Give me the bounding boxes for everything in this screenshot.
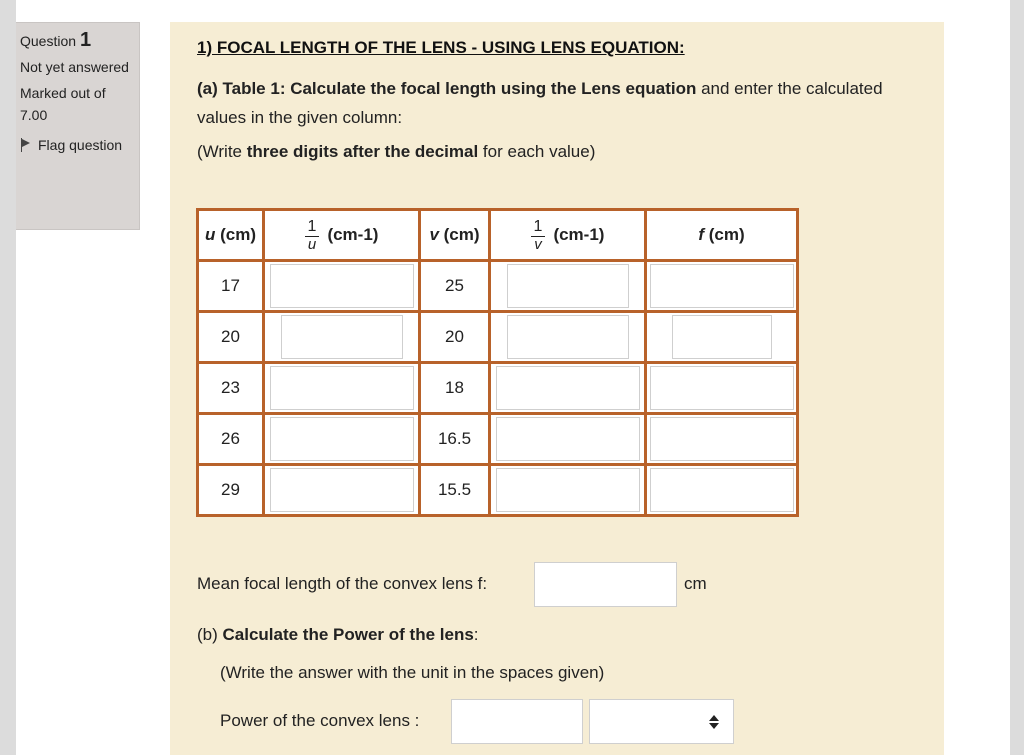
power-label: Power of the convex lens : [220,711,420,730]
f-cell [646,261,798,312]
inverse-v-cell [490,465,646,516]
f-cell [646,363,798,414]
mean-focal-length-label: Mean focal length of the convex lens f: [197,574,488,593]
inverse-v-cell [490,261,646,312]
inverse-u-input[interactable] [270,264,414,308]
decimal-note [197,142,595,162]
part-a-instruction [197,74,897,132]
question-number-value: 1 [79,29,92,51]
fraction-denominator: v [534,235,542,253]
question-content [170,22,944,755]
header-inverse-u-unit: (cm-1) [327,224,379,244]
v-value: 18 [420,363,490,414]
table-row [198,312,798,363]
inverse-v-input[interactable] [496,468,640,512]
part-a-bold: (a) Table 1: Calculate the focal length using the Lens equation [197,79,697,98]
f-input[interactable] [672,315,772,359]
f-input[interactable] [650,417,794,461]
marked-value: 7.00 [20,107,48,123]
header-inverse-u [264,210,420,261]
inverse-u-cell [264,312,420,363]
flag-question-link[interactable] [20,134,139,156]
flag-icon [20,138,34,152]
table-row [198,261,798,312]
inverse-u-input[interactable] [270,417,414,461]
inverse-v-cell [490,363,646,414]
inverse-u-input[interactable] [281,315,403,359]
v-value: 16.5 [420,414,490,465]
table-row [198,465,798,516]
inverse-v-cell [490,312,646,363]
f-input[interactable] [650,366,794,410]
v-value: 15.5 [420,465,490,516]
fraction-numerator: 1 [531,218,546,237]
right-edge [1010,0,1024,755]
select-arrows-icon [709,713,719,731]
left-edge [0,0,16,755]
header-f [646,210,798,261]
header-u [198,210,264,261]
inverse-u-cell [264,363,420,414]
v-value: 20 [420,312,490,363]
table-header-row [198,210,798,261]
question-number [20,29,139,52]
header-inverse-v [490,210,646,261]
part-a-rest: and enter the calculated values in the given column: [197,79,883,127]
inverse-v-input[interactable] [507,315,629,359]
grade-info [20,82,139,126]
power-unit-select[interactable] [589,699,734,744]
question-title: 1) FOCAL LENGTH OF THE LENS - USING LENS EQUATION: [197,38,685,57]
part-b-note: (Write the answer with the unit in the spaces given) [220,663,605,682]
part-b-bold: Calculate the Power of the lens [222,625,474,644]
mean-focal-length-unit: cm [684,574,707,593]
question-label: Question [20,33,77,49]
lens-data-table [196,208,799,517]
f-cell [646,312,798,363]
header-u-unit: (cm) [215,225,256,244]
note-bold: three digits after the decimal [246,142,479,161]
header-f-unit: (cm) [704,225,745,244]
marked-label: Marked out of [20,85,106,101]
inverse-v-fraction [531,218,546,253]
part-b-instruction [197,625,479,645]
header-f-symbol: f [698,225,705,244]
flag-label: Flag question [38,137,123,153]
v-value: 25 [420,261,490,312]
note-open: (Write [197,142,247,161]
u-value: 26 [198,414,264,465]
header-v [420,210,490,261]
table-row [198,414,798,465]
inverse-v-input[interactable] [496,366,640,410]
u-value: 23 [198,363,264,414]
header-v-symbol: v [429,225,439,244]
table-row [198,363,798,414]
f-cell [646,465,798,516]
power-input[interactable] [451,699,583,744]
f-cell [646,414,798,465]
inverse-u-cell [264,261,420,312]
inverse-u-input[interactable] [270,366,414,410]
header-v-unit: (cm) [438,225,480,244]
note-close: for each value) [478,142,596,161]
header-u-symbol: u [204,225,216,244]
header-inverse-v-unit: (cm-1) [553,224,605,244]
part-b-colon: : [473,625,479,644]
f-input[interactable] [650,468,794,512]
inverse-v-cell [490,414,646,465]
mean-focal-length-input[interactable] [534,562,677,607]
question-info [16,22,140,230]
inverse-u-fraction [305,218,320,253]
inverse-v-input[interactable] [507,264,629,308]
inverse-u-cell [264,465,420,516]
u-value: 20 [198,312,264,363]
fraction-numerator: 1 [305,218,320,237]
u-value: 17 [198,261,264,312]
part-b-prefix: (b) [197,625,223,644]
question-status: Not yet answered [20,59,129,75]
inverse-u-input[interactable] [270,468,414,512]
u-value: 29 [198,465,264,516]
f-input[interactable] [650,264,794,308]
inverse-u-cell [264,414,420,465]
fraction-denominator: u [307,235,317,253]
inverse-v-input[interactable] [496,417,640,461]
